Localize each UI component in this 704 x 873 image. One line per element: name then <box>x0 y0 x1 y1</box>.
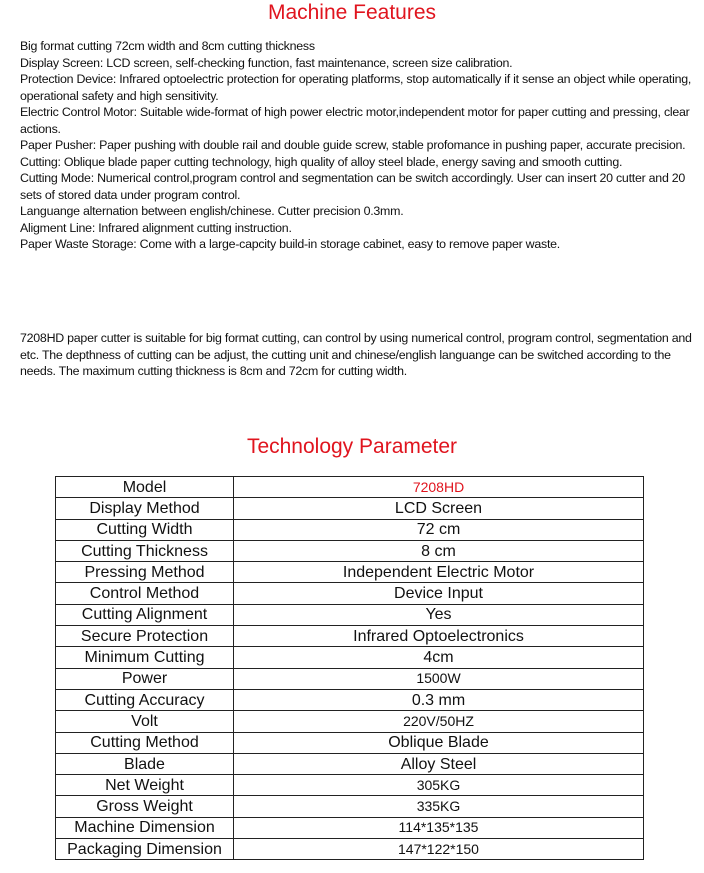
param-value: 305KG <box>234 775 644 796</box>
param-label: Cutting Thickness <box>56 540 234 561</box>
param-value: 7208HD <box>234 477 644 498</box>
table-row <box>56 775 644 796</box>
table-row <box>56 540 644 561</box>
table-row <box>56 583 644 604</box>
feature-item: Electric Control Motor: Suitable wide-format of high power electric motor,independent motor for paper cutting and pressing, clear actions. <box>20 105 690 136</box>
param-value: 114*135*135 <box>234 817 644 838</box>
param-value: 1500W <box>234 668 644 689</box>
param-label: Gross Weight <box>56 796 234 817</box>
param-value: Alloy Steel <box>234 753 644 774</box>
param-value: Device Input <box>234 583 644 604</box>
param-value: 220V/50HZ <box>234 711 644 732</box>
param-value: 8 cm <box>234 540 644 561</box>
table-row <box>56 626 644 647</box>
param-value: 147*122*150 <box>234 839 644 860</box>
features-list <box>20 38 692 253</box>
param-label: Packaging Dimension <box>56 839 234 860</box>
table-row <box>56 519 644 540</box>
feature-item: Protection Device: Infrared optoelectric protection for operating platforms, stop automatically if it sense an object while operating, operational safety and high sensitivity. <box>20 72 692 103</box>
param-label: Machine Dimension <box>56 817 234 838</box>
param-label: Blade <box>56 753 234 774</box>
param-value: 335KG <box>234 796 644 817</box>
param-label: Power <box>56 668 234 689</box>
table-row <box>56 668 644 689</box>
table-row <box>56 498 644 519</box>
param-value: 4cm <box>234 647 644 668</box>
param-label: Net Weight <box>56 775 234 796</box>
param-value: 72 cm <box>234 519 644 540</box>
table-row <box>56 817 644 838</box>
table-row <box>56 839 644 860</box>
table-row <box>56 732 644 753</box>
feature-item: Big format cutting 72cm width and 8cm cutting thickness <box>20 39 315 53</box>
product-summary: 7208HD paper cutter is suitable for big format cutting, can control by using numerical control, program control, segmentation and etc. The depthness of cutting can be adjust, the cutting unit and chinese/english languange can be switched according to the needs. The maximum cutting thickness is 8cm and 72cm for cutting width. <box>20 331 692 378</box>
param-value: 0.3 mm <box>234 689 644 710</box>
param-label: Secure Protection <box>56 626 234 647</box>
param-label: Pressing Method <box>56 562 234 583</box>
table-row <box>56 753 644 774</box>
param-label: Volt <box>56 711 234 732</box>
table-row <box>56 477 644 498</box>
param-value: LCD Screen <box>234 498 644 519</box>
table-row <box>56 796 644 817</box>
feature-item: Paper Waste Storage: Come with a large-capcity build-in storage cabinet, easy to remove paper waste. <box>20 237 560 251</box>
table-row <box>56 689 644 710</box>
table-row <box>56 711 644 732</box>
param-label: Control Method <box>56 583 234 604</box>
param-value: Oblique Blade <box>234 732 644 753</box>
feature-item: Languange alternation between english/chinese. Cutter precision 0.3mm. <box>20 204 404 218</box>
machine-features-title: Machine Features <box>267 1 437 24</box>
feature-item: Cutting Mode: Numerical control,program control and segmentation can be switch accordingly. User can insert 20 cutter and 20 sets of stored data under program control. <box>20 171 686 202</box>
parameter-table <box>55 476 644 860</box>
table-row <box>56 647 644 668</box>
param-value: Yes <box>234 604 644 625</box>
feature-item: Display Screen: LCD screen, self-checking function, fast maintenance, screen size calibration. <box>20 55 513 70</box>
param-label: Cutting Accuracy <box>56 689 234 710</box>
param-label: Minimum Cutting <box>56 647 234 668</box>
param-label: Cutting Width <box>56 519 234 540</box>
feature-item: Paper Pusher: Paper pushing with double rail and double guide screw, stable profomance in pushing paper, accurate precision. <box>20 138 686 152</box>
param-label: Display Method <box>56 498 234 519</box>
param-label: Cutting Method <box>56 732 234 753</box>
feature-item: Cutting: Oblique blade paper cutting technology, high quality of alloy steel blade, energy saving and smooth cutting. <box>20 154 623 169</box>
param-value: Independent Electric Motor <box>234 562 644 583</box>
table-row <box>56 604 644 625</box>
param-label: Model <box>56 477 234 498</box>
param-value: Infrared Optoelectronics <box>234 626 644 647</box>
param-label: Cutting Alignment <box>56 604 234 625</box>
table-row <box>56 562 644 583</box>
technology-parameter-title: Technology Parameter <box>246 435 458 458</box>
feature-item: Aligment Line: Infrared alignment cutting instruction. <box>20 220 292 235</box>
